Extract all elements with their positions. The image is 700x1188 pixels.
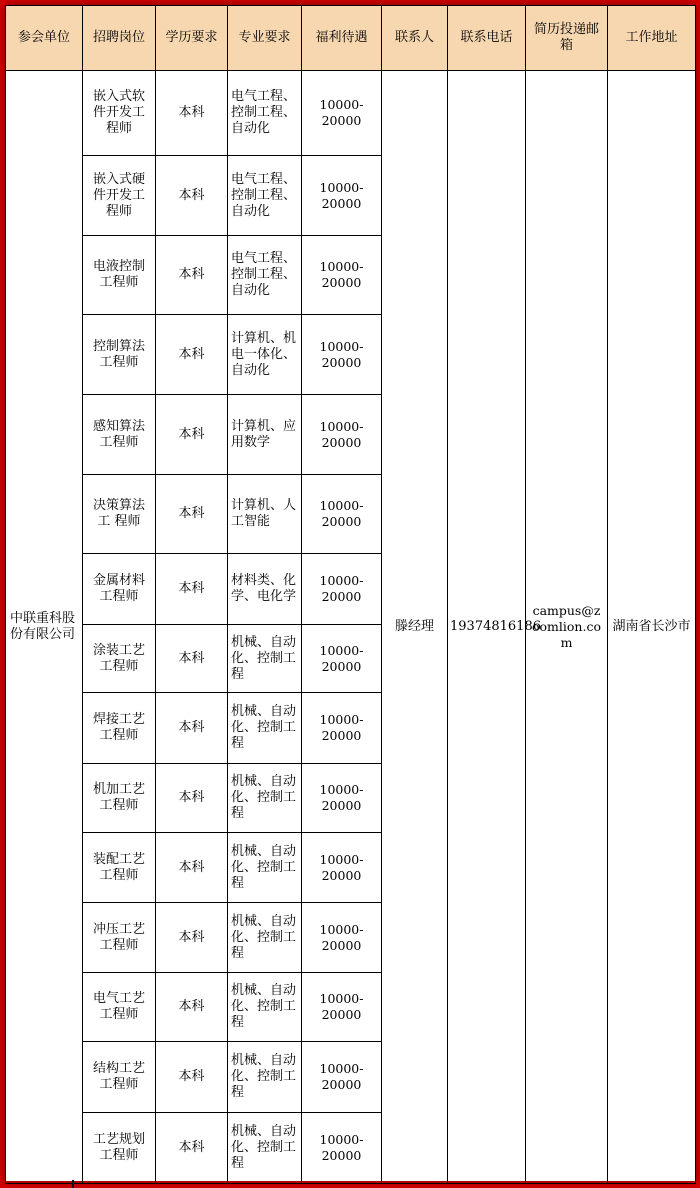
position-cell: 工艺规划工程师 — [83, 1113, 156, 1184]
major-cell: 计算机、应用数学 — [228, 395, 302, 475]
position-cell: 决策算法工 程师 — [83, 475, 156, 554]
major-cell: 机械、自动化、控制工程 — [228, 693, 302, 764]
position-cell: 结构工艺工程师 — [83, 1042, 156, 1113]
company-cell: 中联重科股份有限公司 — [6, 71, 83, 1184]
major-cell: 机械、自动化、控制工程 — [228, 973, 302, 1042]
position-cell: 焊接工艺工程师 — [83, 693, 156, 764]
salary-cell: 10000-20000 — [302, 71, 382, 156]
salary-cell: 10000-20000 — [302, 903, 382, 973]
degree-cell: 本科 — [156, 973, 228, 1042]
salary-cell: 10000-20000 — [302, 315, 382, 395]
salary-cell: 10000-20000 — [302, 693, 382, 764]
scan-mark — [72, 1180, 74, 1188]
degree-cell: 本科 — [156, 475, 228, 554]
table-row — [6, 71, 696, 156]
degree-cell: 本科 — [156, 1042, 228, 1113]
degree-cell: 本科 — [156, 833, 228, 903]
salary-cell: 10000-20000 — [302, 395, 382, 475]
major-cell: 电气工程、控制工程、自动化 — [228, 156, 302, 236]
salary-cell: 10000-20000 — [302, 973, 382, 1042]
position-cell: 控制算法工程师 — [83, 315, 156, 395]
degree-cell: 本科 — [156, 236, 228, 315]
major-cell: 机械、自动化、控制工程 — [228, 903, 302, 973]
major-cell: 计算机、人工智能 — [228, 475, 302, 554]
position-cell: 冲压工艺工程师 — [83, 903, 156, 973]
major-cell: 机械、自动化、控制工程 — [228, 764, 302, 833]
major-cell: 电气工程、控制工程、自动化 — [228, 236, 302, 315]
salary-cell: 10000-20000 — [302, 625, 382, 693]
degree-cell: 本科 — [156, 395, 228, 475]
major-cell: 计算机、机电一体化、自动化 — [228, 315, 302, 395]
salary-cell: 10000-20000 — [302, 1113, 382, 1184]
salary-cell: 10000-20000 — [302, 764, 382, 833]
header-major: 专业要求 — [228, 6, 302, 71]
position-cell: 电气工艺工程师 — [83, 973, 156, 1042]
position-cell: 电液控制工程师 — [83, 236, 156, 315]
major-cell: 机械、自动化、控制工程 — [228, 833, 302, 903]
degree-cell: 本科 — [156, 1113, 228, 1184]
salary-cell: 10000-20000 — [302, 236, 382, 315]
position-cell: 金属材料工程师 — [83, 554, 156, 625]
major-cell: 机械、自动化、控制工程 — [228, 1042, 302, 1113]
salary-cell: 10000-20000 — [302, 1042, 382, 1113]
degree-cell: 本科 — [156, 764, 228, 833]
document-frame — [5, 5, 695, 1181]
degree-cell: 本科 — [156, 625, 228, 693]
position-cell: 装配工艺工程师 — [83, 833, 156, 903]
salary-cell: 10000-20000 — [302, 156, 382, 236]
salary-cell: 10000-20000 — [302, 554, 382, 625]
degree-cell: 本科 — [156, 903, 228, 973]
major-cell: 机械、自动化、控制工程 — [228, 625, 302, 693]
header-row — [6, 6, 696, 71]
major-cell: 机械、自动化、控制工程 — [228, 1113, 302, 1184]
header-contact: 联系人 — [382, 6, 448, 71]
table-body — [6, 71, 696, 1184]
header-position: 招聘岗位 — [83, 6, 156, 71]
position-cell: 感知算法工程师 — [83, 395, 156, 475]
position-cell: 嵌入式软件开发工程师 — [83, 71, 156, 156]
recruitment-table — [5, 5, 696, 1184]
position-cell: 机加工艺工程师 — [83, 764, 156, 833]
header-email: 简历投递邮箱 — [526, 6, 608, 71]
degree-cell: 本科 — [156, 315, 228, 395]
header-degree: 学历要求 — [156, 6, 228, 71]
degree-cell: 本科 — [156, 156, 228, 236]
phone-cell: 19374816186 — [448, 71, 526, 1184]
header-address: 工作地址 — [608, 6, 696, 71]
header-salary: 福利待遇 — [302, 6, 382, 71]
header-company: 参会单位 — [6, 6, 83, 71]
email-cell: campus@zoomlion.com — [526, 71, 608, 1184]
degree-cell: 本科 — [156, 71, 228, 156]
address-cell: 湖南省长沙市 — [608, 71, 696, 1184]
major-cell: 材料类、化学、电化学 — [228, 554, 302, 625]
position-cell: 涂装工艺工程师 — [83, 625, 156, 693]
position-cell: 嵌入式硬件开发工程师 — [83, 156, 156, 236]
contact-cell: 滕经理 — [382, 71, 448, 1184]
degree-cell: 本科 — [156, 554, 228, 625]
header-phone: 联系电话 — [448, 6, 526, 71]
major-cell: 电气工程、控制工程、自动化 — [228, 71, 302, 156]
degree-cell: 本科 — [156, 693, 228, 764]
salary-cell: 10000-20000 — [302, 833, 382, 903]
salary-cell: 10000-20000 — [302, 475, 382, 554]
